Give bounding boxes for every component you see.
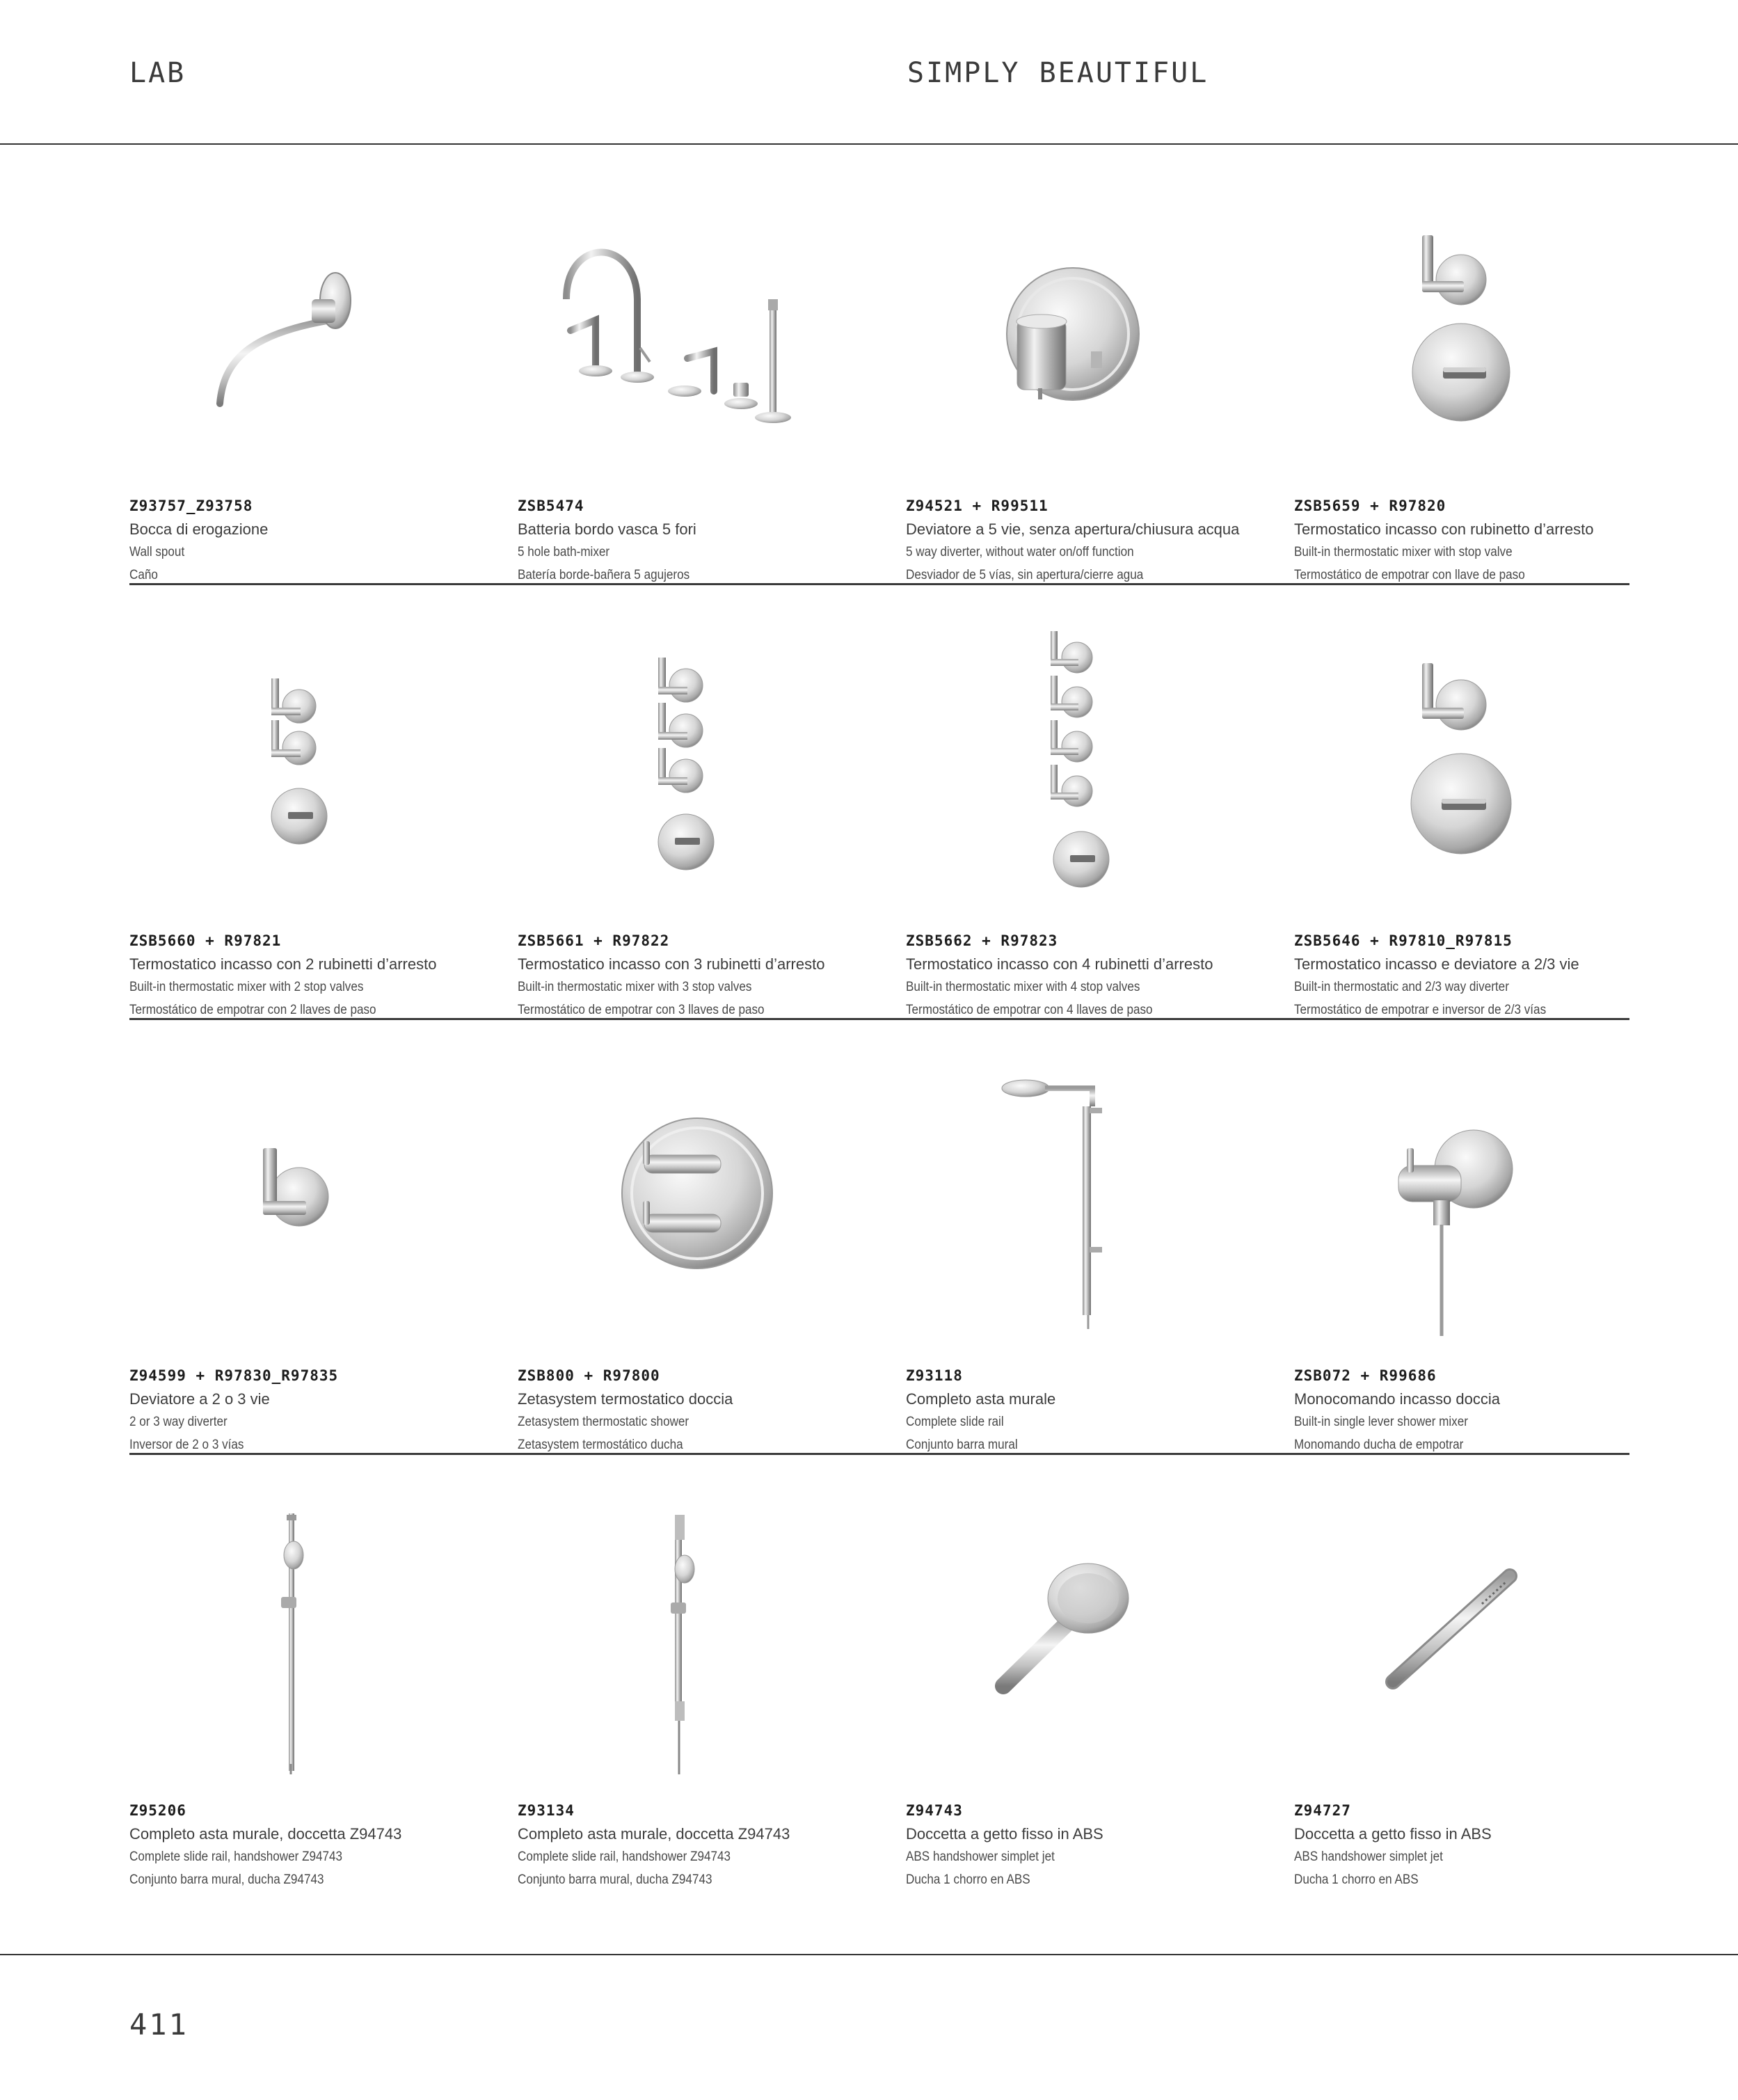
product-name-es: Monomando ducha de empotrar [1294, 1438, 1464, 1452]
zetasystem-thermostatic-icon [518, 1065, 904, 1343]
product-name-it: Doccetta a getto fisso in ABS [1294, 1825, 1492, 1843]
product-code: ZSB5661 + R97822 [518, 932, 670, 949]
product-name-it: Completo asta murale, doccetta Z94743 [129, 1825, 402, 1843]
product-card [129, 195, 516, 629]
page-number: 411 [129, 2007, 189, 2042]
product-name-es: Termostático de empotrar con llave de paso [1294, 568, 1525, 582]
product-code: Z94599 + R97830_R97835 [129, 1367, 339, 1384]
product-code: ZSB5474 [518, 498, 584, 514]
product-name-es: Conjunto barra mural, ducha Z94743 [518, 1872, 712, 1887]
row-divider [129, 583, 1629, 585]
header-divider [0, 143, 1738, 145]
product-name-it: Monocomando incasso doccia [1294, 1390, 1500, 1408]
product-card [129, 1065, 516, 1499]
product-name-it: Zetasystem termostatico doccia [518, 1390, 733, 1408]
product-name-it: Completo asta murale [906, 1390, 1056, 1408]
product-card [906, 630, 1293, 1064]
stick-handshower-icon [1294, 1500, 1681, 1778]
product-name-en: 5 hole bath-mixer [518, 545, 610, 559]
product-card [518, 1500, 904, 1934]
product-name-es: Termostático de empotrar con 2 llaves de paso [129, 1003, 376, 1017]
product-name-en: Built-in thermostatic mixer with 2 stop valves [129, 980, 364, 994]
product-name-es: Desviador de 5 vías, sin apertura/cierre agua [906, 568, 1144, 582]
product-code: ZSB5646 + R97810_R97815 [1294, 932, 1513, 949]
thermostatic-1-valve-icon [1294, 195, 1681, 473]
product-code: ZSB5662 + R97823 [906, 932, 1058, 949]
product-code: Z94727 [1294, 1802, 1351, 1819]
product-name-it: Bocca di erogazione [129, 520, 269, 538]
slide-rail-icon [906, 1065, 1293, 1343]
product-name-es: Ducha 1 chorro en ABS [1294, 1872, 1419, 1887]
thermostatic-4-valves-icon [906, 630, 1293, 908]
product-code: Z95206 [129, 1802, 186, 1819]
product-code: Z94521 + R99511 [906, 498, 1049, 514]
product-name-it: Termostatico incasso e deviatore a 2/3 vie [1294, 955, 1579, 973]
diverter-2-3-way-icon [129, 1065, 516, 1343]
product-code: ZSB072 + R99686 [1294, 1367, 1437, 1384]
product-code: Z93757_Z93758 [129, 498, 253, 514]
product-name-en: 2 or 3 way diverter [129, 1415, 228, 1429]
header-tagline: SIMPLY BEAUTIFUL [907, 57, 1209, 89]
row-divider [129, 1018, 1629, 1020]
product-card [1294, 1065, 1681, 1499]
slide-rail-handshower-icon [518, 1500, 904, 1778]
product-name-es: Termostático de empotrar con 3 llaves de paso [518, 1003, 765, 1017]
product-name-es: Inversor de 2 o 3 vías [129, 1438, 244, 1452]
product-code: ZSB5659 + R97820 [1294, 498, 1446, 514]
thermostatic-diverter-icon [1294, 630, 1681, 908]
product-name-it: Termostatico incasso con 4 rubinetti d’arresto [906, 955, 1213, 973]
product-name-en: ABS handshower simplet jet [1294, 1850, 1443, 1864]
product-name-it: Completo asta murale, doccetta Z94743 [518, 1825, 790, 1843]
thermostatic-3-valves-icon [518, 630, 904, 908]
product-name-en: Built-in thermostatic mixer with 4 stop valves [906, 980, 1140, 994]
product-name-it: Termostatico incasso con 2 rubinetti d’arresto [129, 955, 437, 973]
product-name-es: Zetasystem termostático ducha [518, 1438, 683, 1452]
product-code: ZSB5660 + R97821 [129, 932, 282, 949]
product-card [1294, 1500, 1681, 1934]
product-card [906, 1065, 1293, 1499]
thermostatic-2-valves-icon [129, 630, 516, 908]
product-name-en: Wall spout [129, 545, 185, 559]
product-name-it: Deviatore a 2 o 3 vie [129, 1390, 270, 1408]
product-name-es: Ducha 1 chorro en ABS [906, 1872, 1030, 1887]
product-name-es: Batería borde-bañera 5 agujeros [518, 568, 690, 582]
product-code: Z93134 [518, 1802, 575, 1819]
product-name-en: Built-in thermostatic mixer with stop valve [1294, 545, 1513, 559]
product-name-en: 5 way diverter, without water on/off function [906, 545, 1134, 559]
product-name-it: Termostatico incasso con rubinetto d’arresto [1294, 520, 1594, 538]
slide-rail-round-handshower-icon [129, 1500, 516, 1778]
product-name-en: Built-in thermostatic mixer with 3 stop valves [518, 980, 752, 994]
product-code: Z94743 [906, 1802, 963, 1819]
product-name-es: Conjunto barra mural [906, 1438, 1018, 1452]
product-name-en: ABS handshower simplet jet [906, 1850, 1055, 1864]
product-name-es: Termostático de empotrar con 4 llaves de paso [906, 1003, 1153, 1017]
product-name-en: Complete slide rail [906, 1415, 1004, 1429]
product-card [129, 1500, 516, 1934]
product-name-en: Complete slide rail, handshower Z94743 [129, 1850, 343, 1864]
product-name-it: Batteria bordo vasca 5 fori [518, 520, 696, 538]
product-card [518, 630, 904, 1064]
product-name-en: Built-in thermostatic and 2/3 way diverter [1294, 980, 1509, 994]
single-lever-mixer-icon [1294, 1065, 1681, 1343]
product-name-it: Deviatore a 5 vie, senza apertura/chiusura acqua [906, 520, 1240, 538]
product-card [1294, 195, 1681, 629]
product-card [129, 630, 516, 1064]
bath-mixer-icon [518, 195, 904, 473]
product-name-es: Conjunto barra mural, ducha Z94743 [129, 1872, 324, 1887]
product-name-it: Termostatico incasso con 3 rubinetti d’arresto [518, 955, 825, 973]
product-name-en: Built-in single lever shower mixer [1294, 1415, 1468, 1429]
product-name-it: Doccetta a getto fisso in ABS [906, 1825, 1103, 1843]
product-code: Z93118 [906, 1367, 963, 1384]
product-card [518, 195, 904, 629]
product-card [1294, 630, 1681, 1064]
product-name-es: Caño [129, 568, 158, 582]
product-name-en: Complete slide rail, handshower Z94743 [518, 1850, 731, 1864]
footer-divider [0, 1954, 1738, 1955]
row-divider [129, 1453, 1629, 1455]
product-card [906, 195, 1293, 629]
product-code: ZSB800 + R97800 [518, 1367, 660, 1384]
diverter-5-way-icon [906, 195, 1293, 473]
product-card [518, 1065, 904, 1499]
header-collection-name: LAB [129, 57, 186, 89]
round-handshower-icon [906, 1500, 1293, 1778]
product-name-en: Zetasystem thermostatic shower [518, 1415, 689, 1429]
product-card [906, 1500, 1293, 1934]
product-name-es: Termostático de empotrar e inversor de 2/3 vías [1294, 1003, 1547, 1017]
wall-spout-icon [129, 195, 516, 473]
